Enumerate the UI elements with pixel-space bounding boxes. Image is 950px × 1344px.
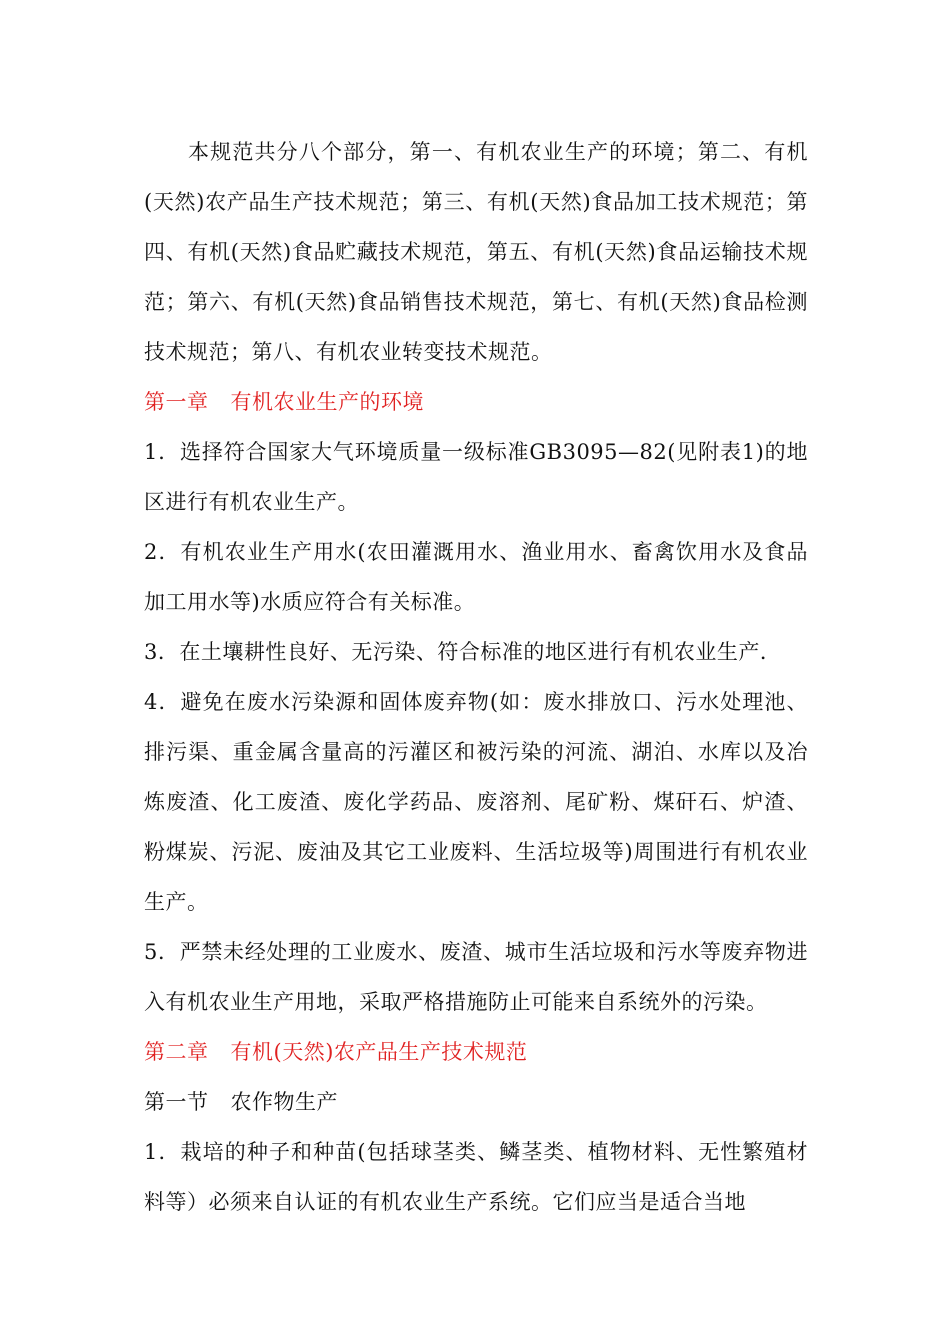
chapter-2-heading [144, 1027, 808, 1077]
intro-paragraph: 本规范共分八个部分，第一、有机农业生产的环境；第二、有机(天然)农产品生产技术规范；第三、有机(天然)食品加工技术规范；第四、有机(天然)食品贮藏技术规范，第五、有机(天然)食品运输技术规范；第六、有机(天然)食品销售技术规范，第七、有机(天然)食品检测技术规范；第八、有机农业转变技术规范。 [144, 140, 808, 364]
chapter-1-title: 有机农业生产的环境 [230, 390, 424, 414]
chapter-1-item-2: 2．有机农业生产用水(农田灌溉用水、渔业用水、畜禽饮用水及食品加工用水等)水质应符合有关标准。 [144, 540, 808, 614]
chapter-2-item-1: 1．栽培的种子和种苗(包括球茎类、鳞茎类、植物材料、无性繁殖材料等）必须来自认证的有机农业生产系统。它们应当是适合当地 [144, 1140, 808, 1214]
chapter-1-item-1: 1．选择符合国家大气环境质量一级标准GB3095—82(见附表1)的地区进行有机农业生产。 [144, 440, 808, 514]
chapter-1-item-4: 4．避免在废水污染源和固体废弃物(如：废水排放口、污水处理池、排污渠、重金属含量高的污灌区和被污染的河流、湖泊、水库以及冶炼废渣、化工废渣、废化学药品、废溶剂、尾矿粉、煤矸石、炉渣、粉煤炭、污泥、废油及其它工业废料、生活垃圾等)周围进行有机农业生产。 [144, 690, 808, 914]
chapter-1-item-5: 5．严禁未经处理的工业废水、废渣、城市生活垃圾和污水等废弃物进入有机农业生产用地，采取严格措施防止可能来自系统外的污染。 [144, 940, 808, 1014]
section-1-label: 第一节 [144, 1090, 209, 1114]
chapter-2-title: 有机(天然)农产品生产技术规范 [230, 1040, 528, 1064]
chapter-1-label: 第一章 [144, 390, 209, 414]
section-1-title: 农作物生产 [230, 1090, 338, 1114]
chapter-2-label: 第二章 [144, 1040, 209, 1064]
section-1-heading [144, 1077, 808, 1127]
document-body [144, 127, 808, 1227]
chapter-1-item-3: 3．在土壤耕性良好、无污染、符合标准的地区进行有机农业生产． [144, 640, 782, 664]
chapter-1-heading [144, 377, 808, 427]
